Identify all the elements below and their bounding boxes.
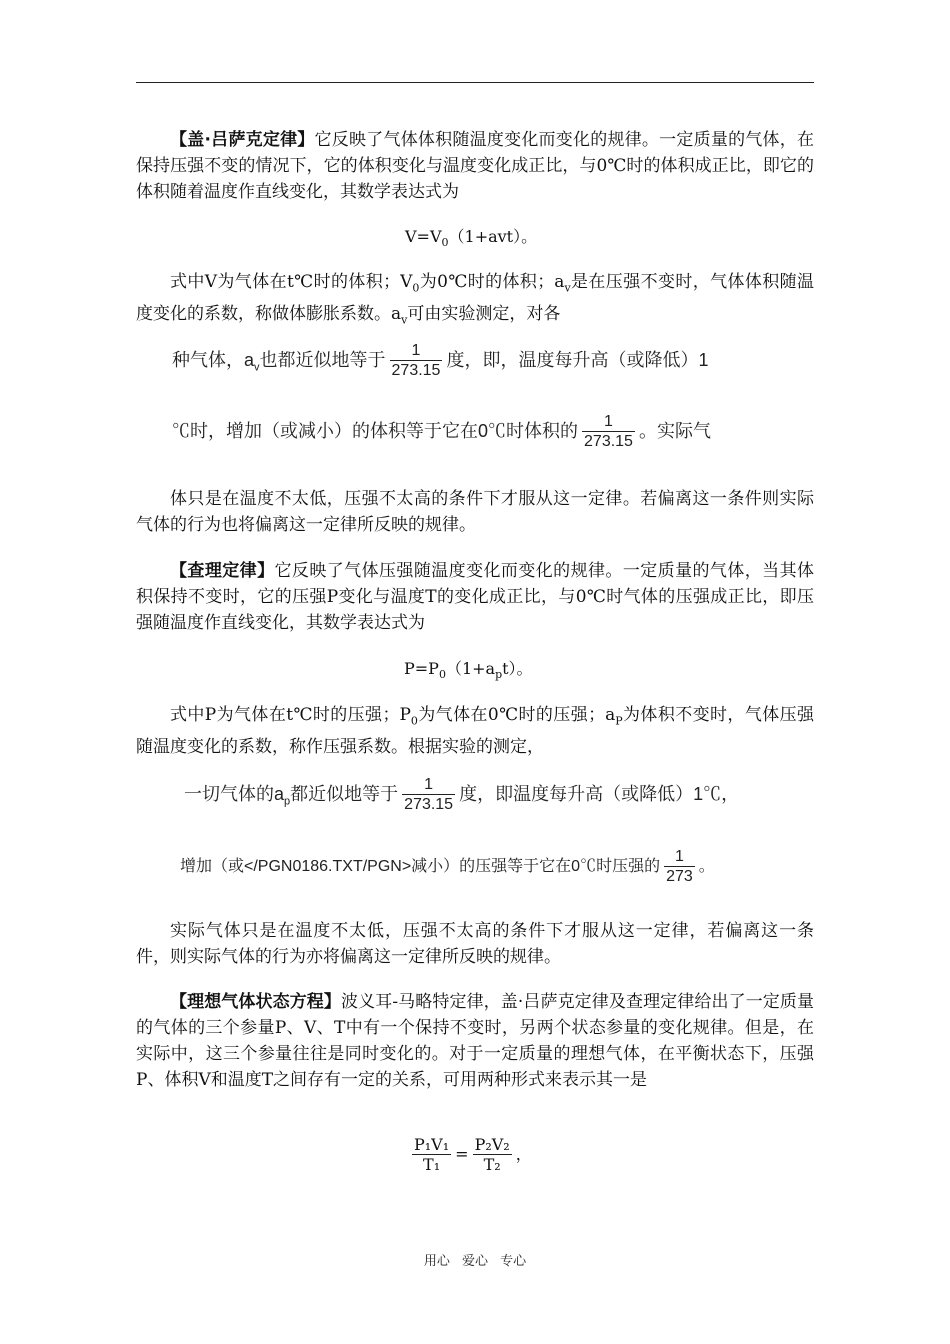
charles-explanation: 式中P为气体在t℃时的压强；$P_0$为气体在0℃时的压强；$a_P$为体积不变时，气体压强随温度变化的系数，称作压强系数。根据实验的测定，	[136, 705, 815, 758]
gay-lussac-paragraph	[136, 127, 814, 205]
charles-formula: $P=P_0(1+a_pt)$。	[404, 659, 533, 682]
gay-lussac-formula: $V=V_0(1+avt)$。	[405, 227, 538, 250]
fraction-left: $\frac{\text{P₁V₁}}{\text{T₁}}$	[414, 1135, 450, 1174]
header-rule	[136, 82, 814, 83]
ideal-gas-equation: $\frac{\text{P₁V₁}}{\text{T₁}}$ = $\frac{\text{P₂V₂}}{\text{T₂}}$ ，	[414, 1135, 532, 1174]
charles-intro: 它反映了气体压强随温度变化而变化的规律。一定质量的气体，当其体积保持不变时，它的压强P变化与温度T的变化成正比，与0℃时气体的压强成正比，即压强随温度作直线变化，其数学表达式为	[136, 561, 814, 633]
gay-lussac-title: 【盖·吕萨克定律】	[170, 130, 315, 150]
gay-lussac-volume-line: ℃时，增加（或减小）的体积等于它在0℃时体积的 $\frac{1}{273.15}$ 。实际气	[172, 413, 711, 450]
charles-pressure-line: 增加（或</PGN0186.TXT/PGN>减小）的压强等于它在0℃时压强的 $\frac{1}{273}$ 。	[180, 848, 715, 885]
page-footer: 用心 爱心 专心	[423, 1254, 527, 1269]
charles-coefficient-line: 一切气体的$a_p$都近似地等于 $\frac{1}{273.15}$ 度，即温度每升高（或降低）1℃，	[184, 776, 740, 813]
fraction: $\frac{1}{273}$	[666, 848, 693, 885]
charles-closing: 实际气体只是在温度不太低，压强不太高的条件下才服从这一定律，若偏离这一条件，则实际气体的行为亦将偏离这一定律所反映的规律。	[136, 921, 814, 967]
gay-lussac-intro: 它反映了气体体积随温度变化而变化的规律。一定质量的气体，在保持压强不变的情况下，它的体积变化与温度变化成正比，与0℃时的体积成正比，即它的体积随着温度作直线变化，其数学表达式为	[136, 130, 815, 202]
fraction-right: $\frac{\text{P₂V₂}}{\text{T₂}}$	[474, 1135, 510, 1174]
fraction: $\frac{1}{273.15}$	[404, 776, 454, 813]
fraction: $\frac{1}{273.15}$	[584, 413, 633, 450]
ideal-gas-intro: 波义耳-马略特定律，盖·吕萨克定律及查理定律给出了一定质量的气体的三个参量P、V、T中有一个保持不变时，另两个状态参量的变化规律。但是，在实际中，这三个参量往往是同时变化的。对于一定质量的理想气体，在平衡状态下，压强P、体积V和温度T之间存有一定的关系，可用两种形式来表示其一是	[136, 992, 814, 1090]
gay-lussac-coefficient-line: 种气体，$a_v$也都近似地等于 $\frac{1}{273.15}$ 度，即，温度每升高（或降低）1	[172, 342, 709, 379]
fraction: $\frac{1}{273.15}$	[391, 342, 441, 379]
gay-lussac-explanation: 式中V为气体在t℃时的体积；$V_0$为0℃时的体积；$a_v$是在压强不变时，气体体积随温度变化的系数，称做体膨胀系数。$a_v$可由实验测定，对各	[136, 272, 815, 327]
charles-paragraph	[136, 558, 814, 636]
charles-title: 【查理定律】	[170, 561, 275, 581]
ideal-gas-title: 【理想气体状态方程】	[170, 992, 342, 1012]
ideal-gas-paragraph	[136, 989, 814, 1093]
gay-lussac-closing: 体只是在温度不太低，压强不太高的条件下才服从这一定律。若偏离这一条件则实际气体的行为也将偏离这一定律所反映的规律。	[136, 489, 814, 535]
